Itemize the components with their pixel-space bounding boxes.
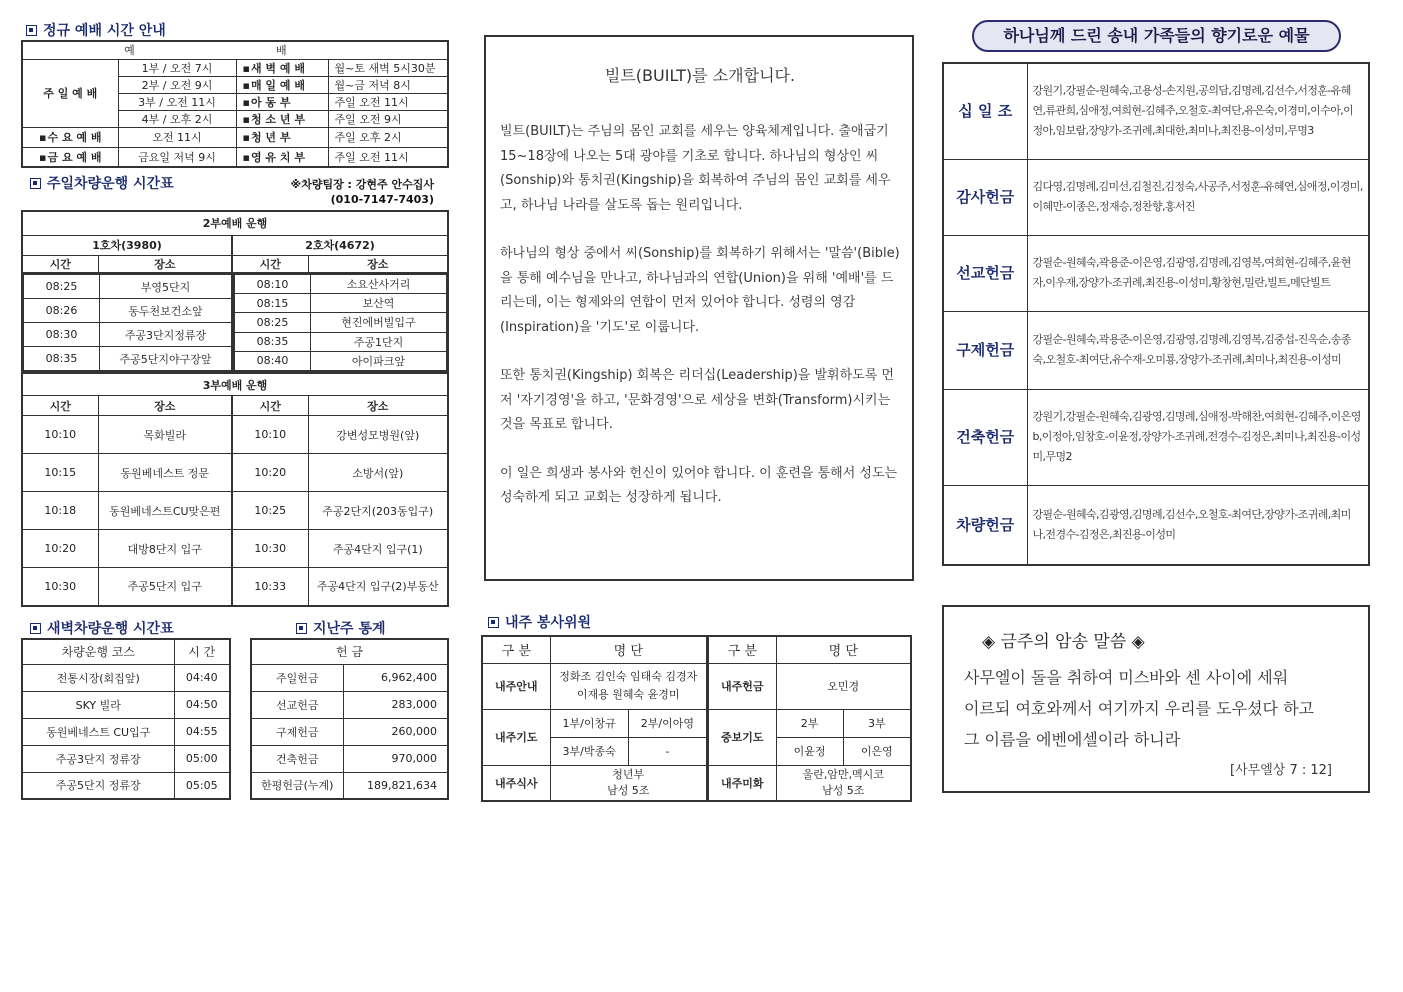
built-intro-box — [484, 35, 914, 581]
built-paragraph: 이 일은 희생과 봉사와 헌신이 있어야 합니다. 이 훈련을 통해서 성도는 성숙하게 되고 교회는 성장하게 됩니다. — [500, 465, 898, 505]
verse-line: 이르되 여호와께서 여기까지 우리를 도우셨다 하고 — [964, 699, 1315, 718]
table-row: 차량헌금 강필순-원혜숙,김광영,김명례,김선수,오철호-최여단,장양가-조귀례,최미나,전경수-김정은,최진용-이성미 — [943, 485, 1369, 565]
offerings-title: 하나님께 드린 송내 가족들의 향기로운 예물 — [972, 20, 1341, 52]
table-row: 10:10 목화빌라 10:10 강변성모병원(앞) — [22, 416, 448, 454]
table-row: SKY 빌라 04:50 — [22, 691, 230, 718]
table-row: 10:30 주공5단지 입구 10:33 주공4단지 입구(2)부동산 — [22, 568, 448, 606]
bus-table-2: 2부예배 운행 1호차(3980) 2호차(4672) 시간 장소 시간 장소 08:25 부영5단지 08:26 동두천보건소앞 08:30 주공3단지정류장 08:35 주공5단지야구장앞 08:10 소요산사거리 08:15 보산역 08:25 현진에버빌입구 08:35 주공1단지 08:40 아이파크앞 3부예배 운행 시간 장소 시간 장소 10:10 목화빌라 10:10 강변성모병원(앞) 10:15 동원베네스트 정문 10:20 소방서(앞) 10:18 동원베네스트CU맞은편 10:25 주공2단지(203동입구) 10:20 대방8단지 입구 10:30 주공4단지 입구(1) 10:30 주공5단지 입구 10:33 주공4단지 입구(2)부동산 — [21, 210, 449, 607]
square-bullet-icon — [30, 623, 41, 634]
square-bullet-icon — [26, 25, 37, 36]
verse-line: 그 이름을 에벤에셀이라 하니라 — [964, 730, 1181, 749]
servants-table: 구 분 명 단 내주안내 정화조 김인숙 임태숙 김경자 이재용 원혜숙 윤경미 내주기도 1부/이창규 2부/이아영 3부/박종숙 - 내주식사 청년부 남성 5조 구 분 명 단 내주헌금 오민경 중보기도 2부 3부 이윤정 이은영 내주미화 울란,암만,멕시코 남성 5조 — [481, 635, 912, 802]
table-row: 감사헌금 김다영,김명례,김미선,김철진,김정숙,사공주,서정훈-유혜연,심애정,이경미,이혜만-이종은,정재승,정찬향,홍서진 — [943, 159, 1369, 235]
worship-table: 예 배 주 일 예 배 1부 / 오전 7시 ▪ 새 벽 예 배 월~토 새벽 5시30분 2부 / 오전 9시 ▪ 매 일 예 배 월~금 저녁 8시 3부 / 오전 11시 ▪ 아 동 부 주일 오전 11시 4부 / 오후 2시 ▪ 청 소 년 부 주일 오전 9시 ▪ 수 요 예 배 오전 11시 ▪ 청 년 부 주일 오후 2시 ▪ 금 요 예 배 금요일 저녁 9시 ▪ 영 유 치 부 주일 오전 11시 — [21, 40, 449, 168]
stats-heading: 지난주 통계 — [296, 618, 386, 638]
table-row: 선교헌금 강필순-원혜숙,곽용준-이은영,김광영,김명례,김영복,여희현-김혜주,윤현자,이우재,장양가-조귀례,최진용-이성미,황창현,밀란,빌트,메단빌트 — [943, 235, 1369, 311]
verse-title: ◈ 금주의 암송 말씀 ◈ — [982, 632, 1145, 652]
built-paragraph: 빌트(BUILT)는 주님의 몸인 교회를 세우는 양육체계입니다. 출애굽기 15~18장에 나오는 5대 광야를 기초로 합니다. 하나님의 형상인 씨(Sonship)와 통치권(Kingship)을 회복하여 주님의 몸인 교회를 세우고, 하나님 나라를 살도록 돕는 원리입니다. — [500, 124, 891, 213]
built-title: 빌트(BUILT)를 소개합니다. — [604, 66, 796, 85]
offerings-table — [942, 62, 1370, 566]
table-row: 건축헌금 970,000 — [251, 745, 448, 772]
dawn-heading: 새벽차량운행 시간표 — [30, 618, 174, 638]
stats-table: 헌 금 주일헌금 6,962,400 선교헌금 283,000 구제헌금 260,000 건축헌금 970,000 한평헌금(누계) 189,821,634 — [250, 638, 449, 800]
built-paragraph: 하나님의 형상 중에서 씨(Sonship)를 회복하기 위해서는 '말씀'(Bible)을 통해 예수님을 만나고, 하나님과의 연합(Union)을 위해 '예배'를 드리는데, 이는 형제와의 연합이 먼저 있어야 합니다. 성령의 영감(Inspiration)을 '기도'로 이룹니다. — [500, 246, 900, 335]
verse-reference: [사무엘상 7 : 12] — [1230, 763, 1332, 778]
table-row: 건축헌금 강원기,강필순-원혜숙,김광영,김명례,심애정-박해찬,여희현-김혜주,이은영b,이정아,임창호-이윤정,장양가-조귀례,전경수-김정은,최미나,최진용-이성미,무명2 — [943, 389, 1369, 485]
table-row: 구제헌금 강필순-원혜숙,곽용준-이은영,김광영,김명례,김영복,김중섭-진옥순,송종숙,오철호-최여단,유수재-오미룡,장양가-조귀례,최미나,최진용-이성미 — [943, 311, 1369, 389]
table-row: 동원베네스트 CU입구 04:55 — [22, 718, 230, 745]
bus-manager-note: ※차량팀장 : 강현주 안수집사 (010-7147-7403) — [290, 178, 434, 206]
dawn-table: 차량운행 코스 시 간 전통시장(회집앞) 04:40 SKY 빌라 04:50 동원베네스트 CU입구 04:55 주공3단지 정류장 05:00 주공5단지 정류장 05:05 — [21, 638, 231, 800]
worship-heading: 정규 예배 시간 안내 — [26, 20, 166, 40]
table-row: 구제헌금 260,000 — [251, 718, 448, 745]
square-bullet-icon — [30, 178, 41, 189]
built-paragraph: 또한 통치권(Kingship) 회복은 리더십(Leadership)을 발휘하도록 먼저 '자기경영'을 하고, '문화경영'으로 세상을 변화(Transform)시키는 것을 목표로 합니다. — [500, 368, 894, 432]
verse-line: 사무엘이 돌을 취하여 미스바와 센 사이에 세워 — [964, 668, 1289, 687]
table-row: 선교헌금 283,000 — [251, 691, 448, 718]
servants-heading: 내주 봉사위원 — [488, 612, 591, 632]
table-row: 전통시장(회집앞) 04:40 — [22, 664, 230, 691]
square-bullet-icon — [488, 617, 499, 628]
table-row: 한평헌금(누계) 189,821,634 — [251, 772, 448, 799]
table-row: 10:15 동원베네스트 정문 10:20 소방서(앞) — [22, 454, 448, 492]
table-row: 주일헌금 6,962,400 — [251, 664, 448, 691]
table-row: 10:18 동원베네스트CU맞은편 10:25 주공2단지(203동입구) — [22, 492, 448, 530]
bus-heading: 주일차량운행 시간표 — [30, 173, 174, 193]
table-row: 주공3단지 정류장 05:00 — [22, 745, 230, 772]
memory-verse-box — [942, 605, 1370, 793]
square-bullet-icon — [296, 623, 307, 634]
table-row: 십 일 조 강원기,강필순-원혜숙,고용성-손지원,공의담,김명례,김선수,서정훈-유혜연,류관희,심애정,여희현-김혜주,오철호-최여단,유은숙,이경미,이수아,이정아,임보람,장양가-조귀례,최대한,최미나,최진용-이성미,무명3 — [943, 63, 1369, 159]
table-row: 10:20 대방8단지 입구 10:30 주공4단지 입구(1) — [22, 530, 448, 568]
table-row: 주공5단지 정류장 05:05 — [22, 772, 230, 799]
